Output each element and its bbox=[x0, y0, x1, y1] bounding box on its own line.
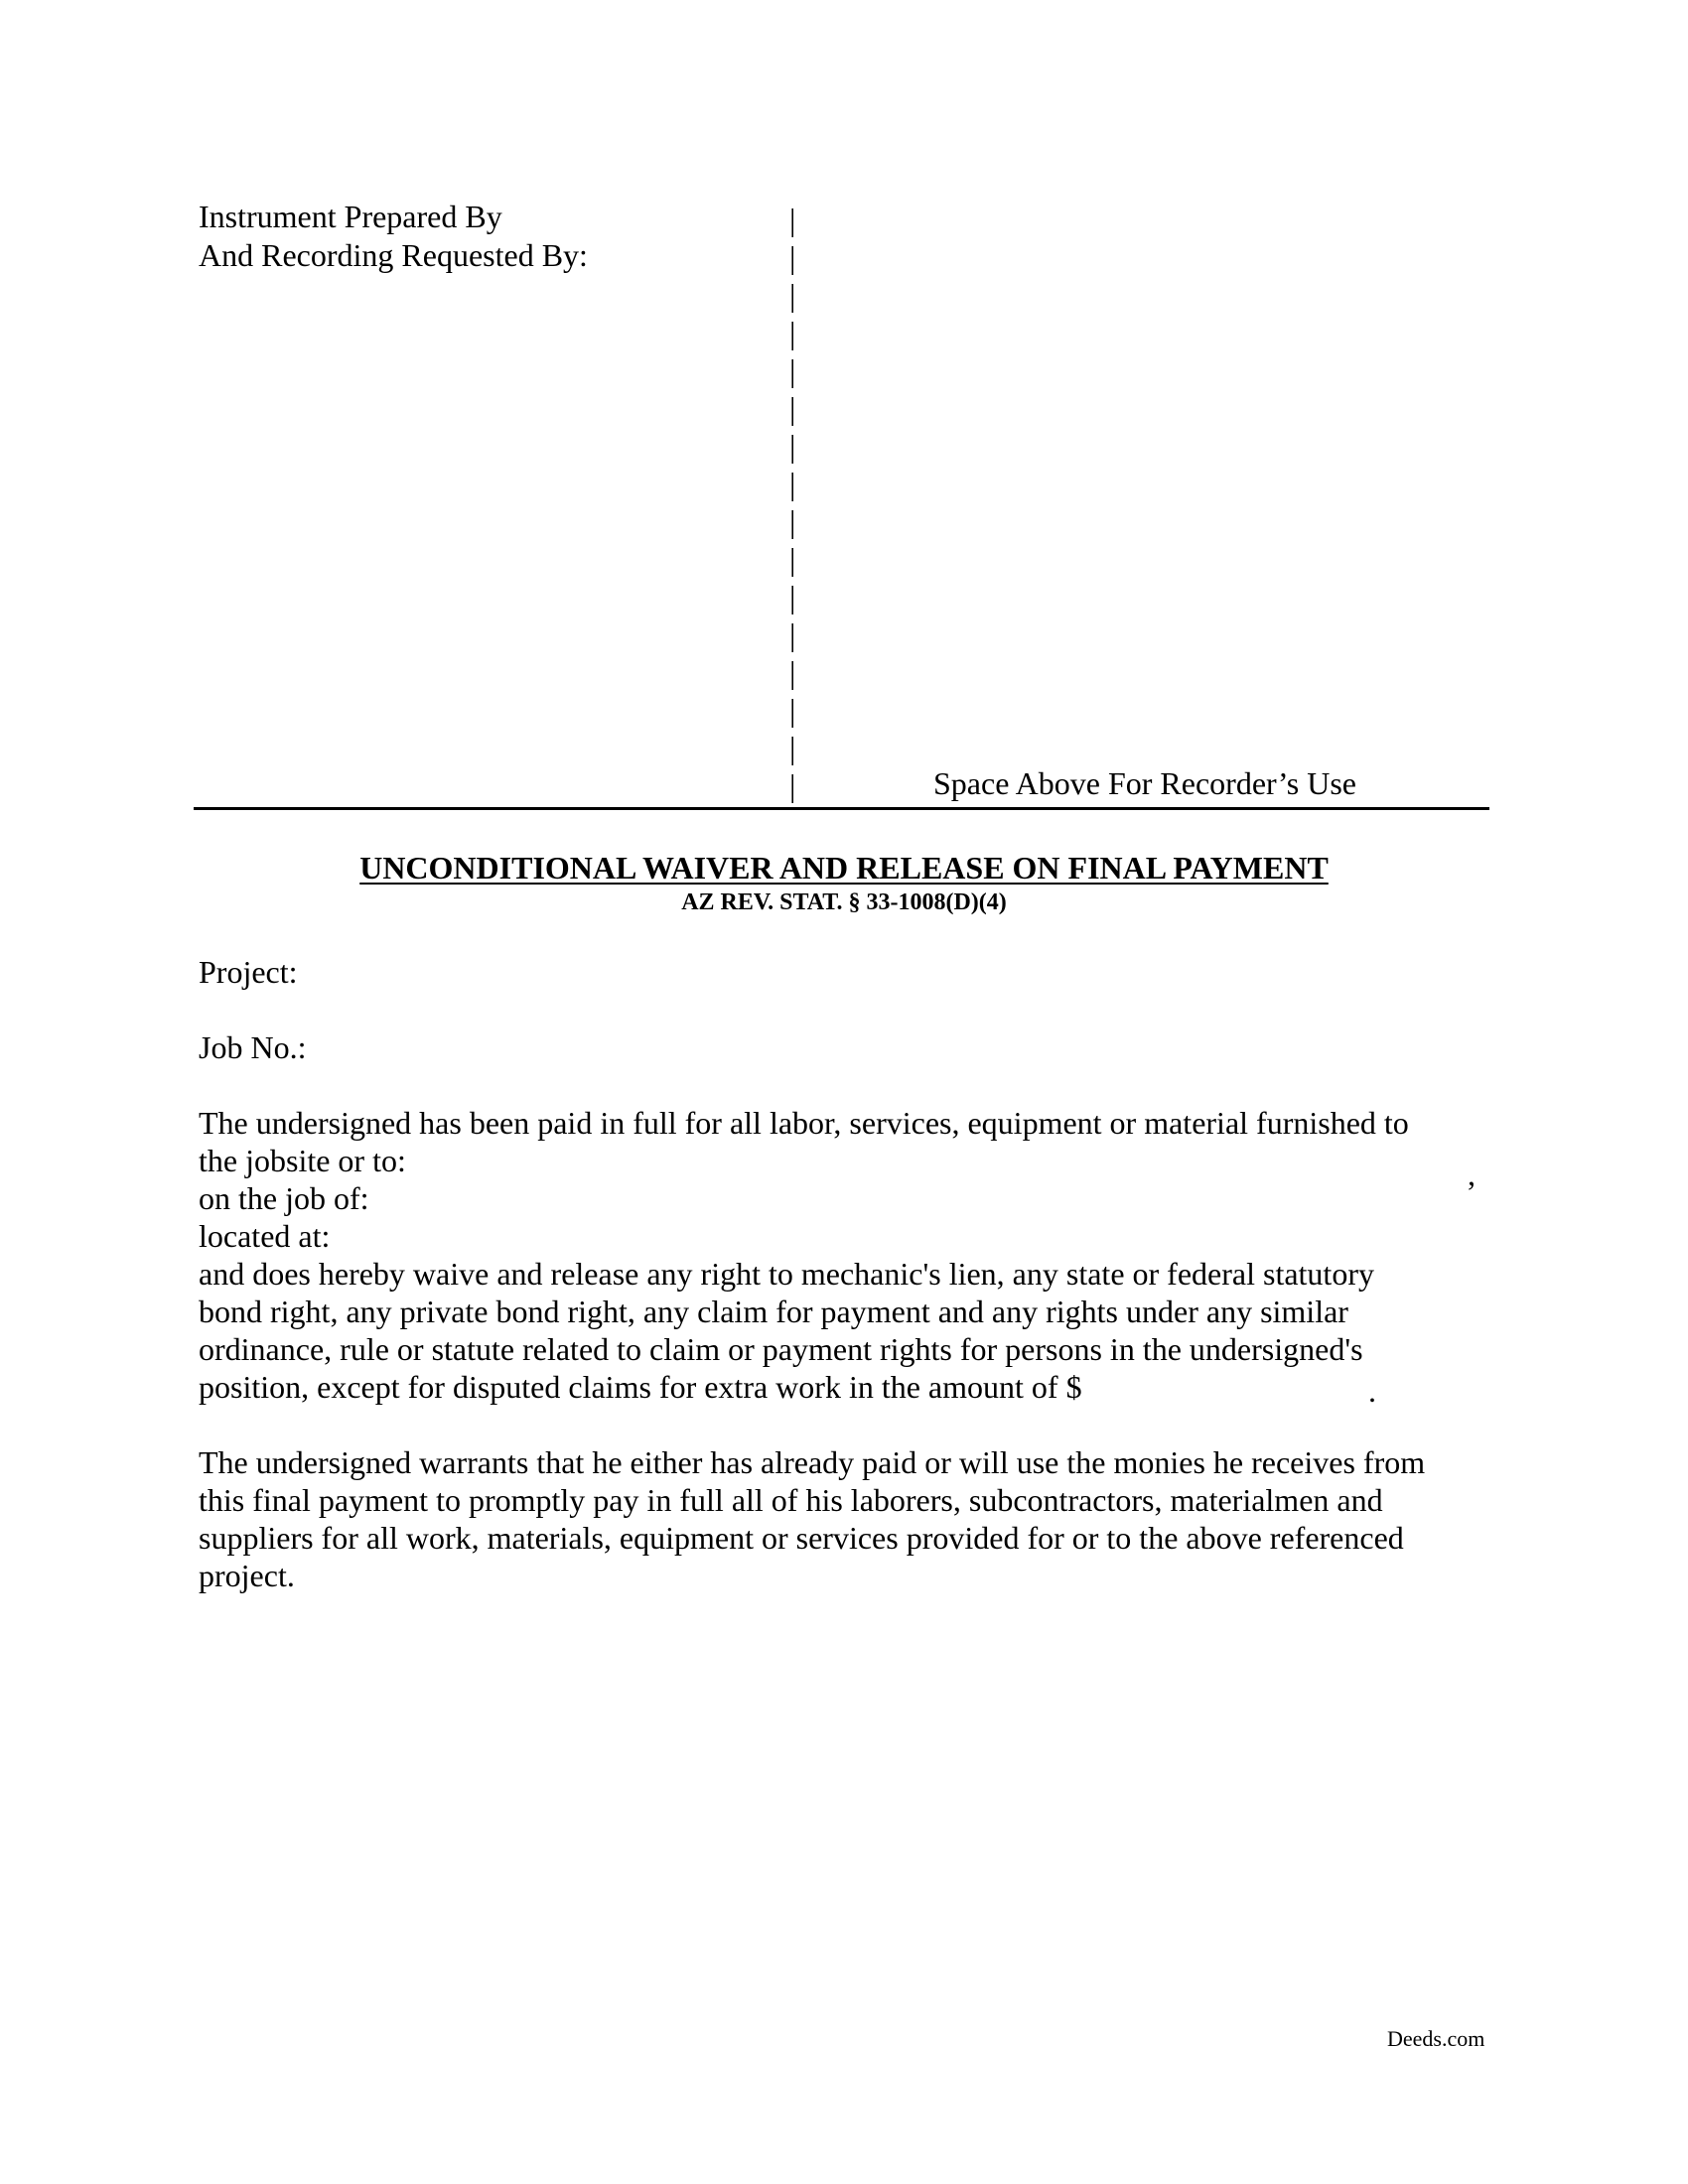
divider-bar: | bbox=[789, 390, 796, 426]
divider-bar: | bbox=[789, 503, 796, 539]
divider-bar: | bbox=[789, 692, 796, 728]
footer-brand: Deeds.com bbox=[1387, 2026, 1485, 2051]
divider-bar: | bbox=[789, 428, 796, 464]
recorder-divider bbox=[789, 201, 809, 804]
divider-bar: | bbox=[789, 654, 796, 690]
project-label: Project: bbox=[199, 954, 298, 990]
paragraph-2-line: this final payment to promptly pay in full all of his laborers, subcontractors, materialmen and bbox=[199, 1482, 1383, 1518]
divider-bar: | bbox=[789, 541, 796, 577]
paragraph-1-line: ordinance, rule or statute related to claim or payment rights for persons in the undersigned's bbox=[199, 1331, 1363, 1367]
divider-bar: | bbox=[789, 730, 796, 765]
prepared-by-label: Instrument Prepared By bbox=[199, 199, 502, 234]
recorder-space-label: Space Above For Recorder’s Use bbox=[933, 765, 1356, 801]
paragraph-1-line: The undersigned has been paid in full for all labor, services, equipment or material furnished to bbox=[199, 1105, 1409, 1141]
divider-bar: | bbox=[789, 466, 796, 501]
recording-requested-label: And Recording Requested By: bbox=[199, 237, 588, 273]
jobsite-label: the jobsite or to: bbox=[199, 1143, 406, 1178]
divider-bar: | bbox=[789, 315, 796, 350]
divider-bar: | bbox=[789, 616, 796, 652]
paragraph-1-line: and does hereby waive and release any right to mechanic's lien, any state or federal statutory bbox=[199, 1256, 1374, 1292]
paragraph-2-line: The undersigned warrants that he either has already paid or will use the monies he receives from bbox=[199, 1444, 1426, 1480]
header-rule bbox=[194, 807, 1489, 810]
divider-bar: | bbox=[789, 579, 796, 614]
divider-bar: | bbox=[789, 277, 796, 313]
jobsite-comma: , bbox=[1468, 1157, 1476, 1192]
disputed-claims-line: position, except for disputed claims for extra work in the amount of $ bbox=[199, 1369, 1082, 1405]
divider-bar: | bbox=[789, 352, 796, 388]
divider-bar: | bbox=[789, 202, 796, 237]
paragraph-2-line: suppliers for all work, materials, equipment or services provided for or to the above referenced bbox=[199, 1520, 1404, 1556]
statute-reference: AZ REV. STAT. § 33-1008(D)(4) bbox=[681, 889, 1007, 915]
divider-bar: | bbox=[789, 767, 796, 803]
job-no-label: Job No.: bbox=[199, 1029, 307, 1065]
located-at-label: located at: bbox=[199, 1218, 331, 1254]
paragraph-1-line: bond right, any private bond right, any claim for payment and any rights under any similar bbox=[199, 1294, 1348, 1329]
paragraph-2-line: project. bbox=[199, 1558, 295, 1593]
divider-bar: | bbox=[789, 239, 796, 275]
job-of-label: on the job of: bbox=[199, 1180, 369, 1216]
preparer-block bbox=[199, 198, 588, 275]
amount-period: . bbox=[1368, 1373, 1376, 1409]
document-title: UNCONDITIONAL WAIVER AND RELEASE ON FINAL PAYMENT bbox=[359, 850, 1329, 886]
